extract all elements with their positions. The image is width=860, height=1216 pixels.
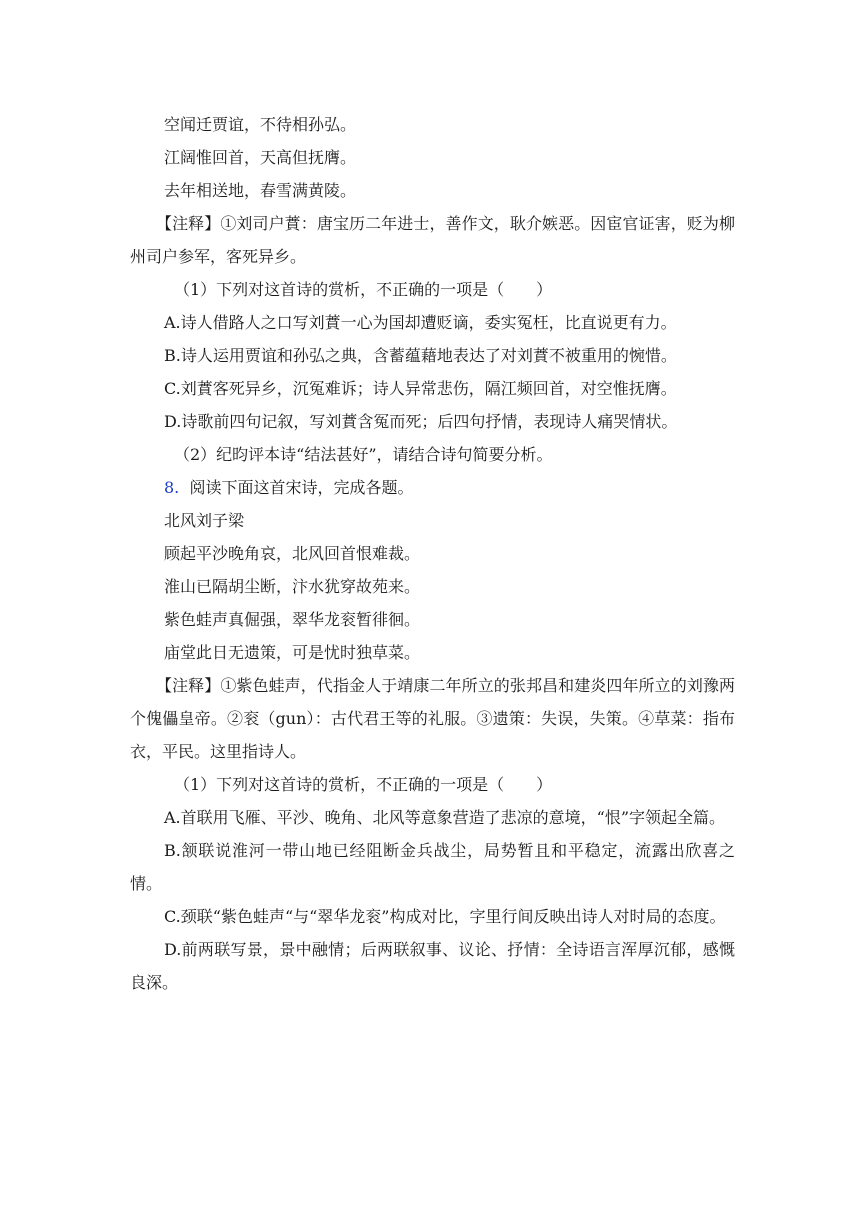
poem2-line-4: 庙堂此日无遗策，可是忧时独草菜。 [164,643,421,662]
poem1-line-3: 去年相送地，春雪满黄陵。 [164,181,357,200]
q1-sub2: （2）纪昀评本诗“结法甚好”，请结合诗句简要分析。 [174,445,553,464]
q8-option-d: D.前两联写景，景中融情；后两联叙事、议论、抒情：全诗语言浑厚沉郁，感慨良深。 [130,940,735,992]
poem1-line-1: 空闻迁贾谊，不待相孙弘。 [164,115,357,134]
question8-instruction: 阅读下面这首宋诗，完成各题。 [189,478,414,497]
poem2-line-2: 淮山已隔胡尘断，汴水犹穿故苑来。 [164,577,421,596]
q8-option-b: B.颔联说淮河一带山地已经阻断金兵战尘，局势暂且和平稳定，流露出欣喜之情。 [130,841,735,893]
poem2-note: 【注释】①紫色蛙声，代指金人于靖康二年所立的张邦昌和建炎四年所立的刘豫两个傀儡皇帝。②衮（gun）：古代君王等的礼服。③遗策：失误，失策。④草菜：指布衣，平民。这里指诗人。 [130,676,735,761]
poem2-title: 北风刘子梁 [164,511,245,530]
q1-option-d: D.诗歌前四句记叙，写刘蕡含冤而死；后四句抒情，表现诗人痛哭情状。 [164,412,678,431]
q1-stem: （1）下列对这首诗的赏析，不正确的一项是（ ） [174,280,553,299]
poem2-line-3: 紫色蛙声真倔强，翠华龙衮暂徘徊。 [164,610,421,629]
q1-option-a: A.诗人借路人之口写刘蕡一心为国却遭贬谪，委实冤枉，比直说更有力。 [164,313,677,332]
q1-option-c: C.刘蕡客死异乡，沉冤难诉；诗人异常悲伤，隔江频回首，对空惟抚膺。 [164,379,677,398]
question8-number: 8. [164,478,180,497]
q8-sub1-stem: （1）下列对这首诗的赏析，不正确的一项是（ ） [174,775,553,794]
poem1-line-2: 江阔惟回首，天高但抚膺。 [164,148,357,167]
document-page [130,108,735,999]
q1-option-b: B.诗人运用贾谊和孙弘之典，含蓄蕴藉地表达了对刘蕡不被重用的惋惜。 [164,346,677,365]
poem1-note: 【注释】①刘司户蕡：唐宝历二年进士，善作文，耿介嫉恶。因宦官证害，贬为柳州司户参军，客死异乡。 [130,214,735,266]
question8-header [130,471,735,504]
poem2-line-1: 顾起平沙晚角哀，北风回首恨难裁。 [164,544,421,563]
q8-option-a: A.首联用飞雁、平沙、晚角、北风等意象营造了悲凉的意境，“恨”字领起全篇。 [164,808,726,827]
q8-option-c: C.颈联“紫色蛙声“与“翠华龙衮”构成对比，字里行间反映出诗人对时局的态度。 [164,907,726,926]
